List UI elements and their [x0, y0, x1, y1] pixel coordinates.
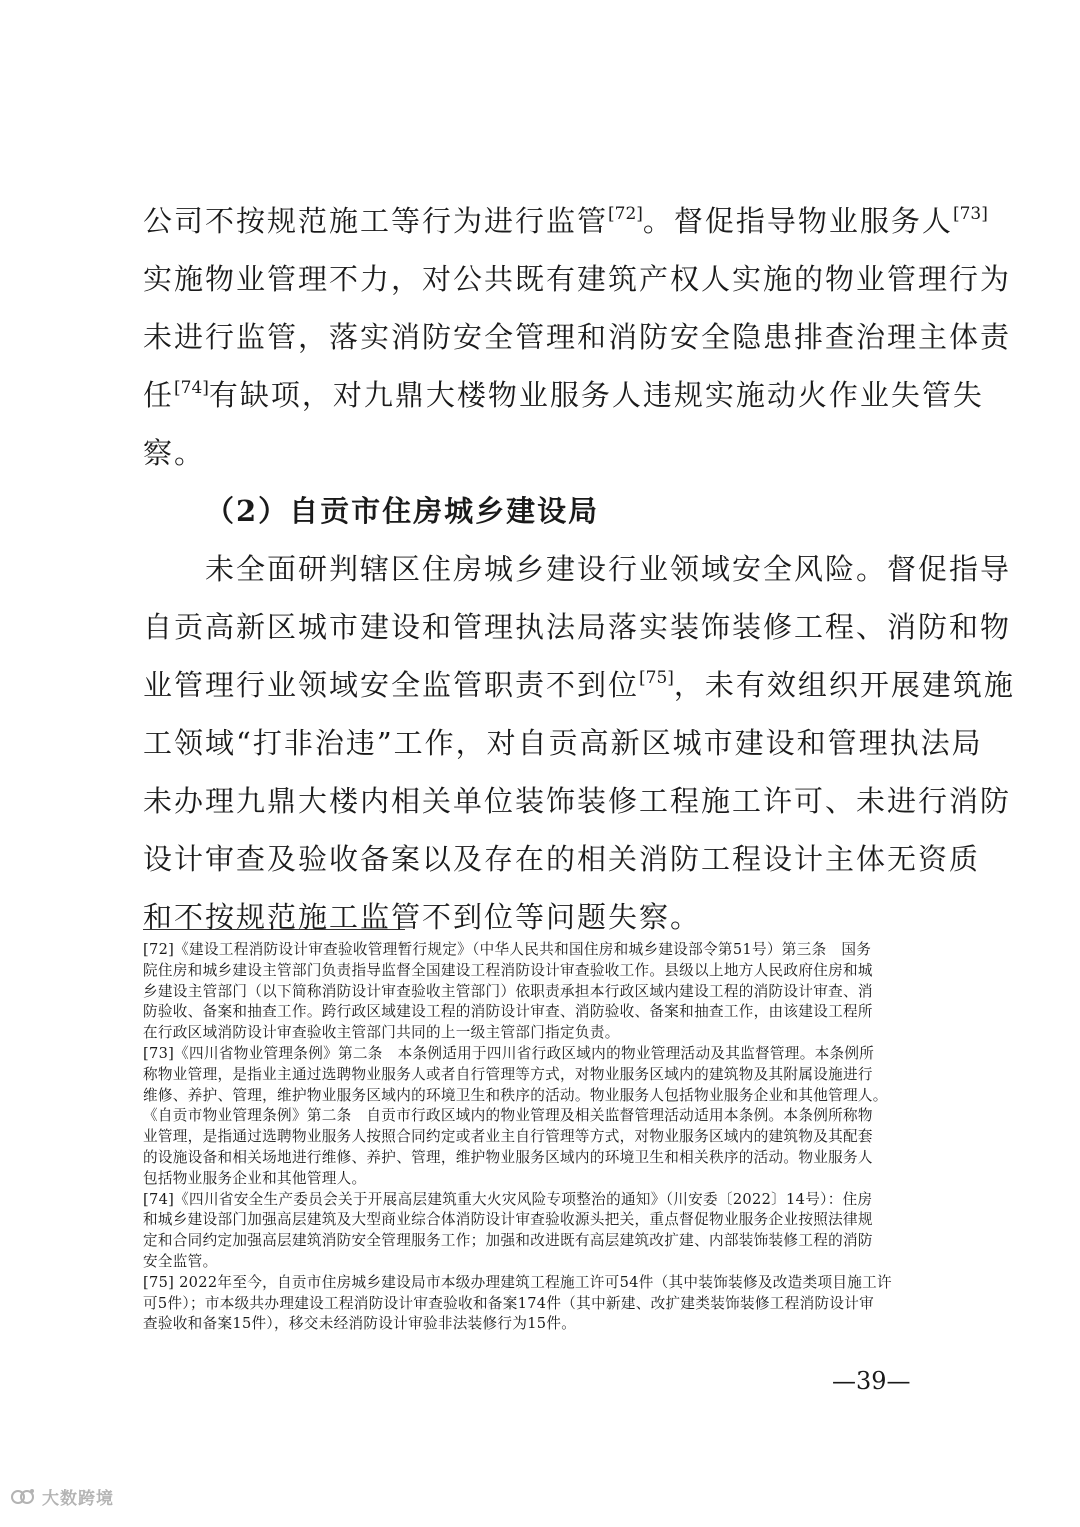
- para2-line-2: 自贡高新区城市建设和管理执法局落实装饰装修工程、消防和物: [143, 610, 1012, 644]
- para2-line-7: 和不按规范施工监管不到位等问题失察。: [143, 900, 702, 934]
- footnote-ref-74[interactable]: [74]: [174, 378, 209, 398]
- footnote-divider: [143, 929, 405, 930]
- footnote-line: 称物业管理，是指业主通过选聘物业服务人或者自行管理等方式，对物业服务区域内的建筑物及其附属设施进行: [143, 1065, 873, 1083]
- footnote-line: 的设施设备和相关场地进行维修、养护、管理，维护物业服务区域内的环境卫生和相关秩序的活动。物业服务人: [143, 1148, 873, 1166]
- body-line-5: 察。: [143, 436, 206, 470]
- body-line-3: 未进行监管，落实消防安全管理和消防安全隐患排查治理主体责: [143, 320, 1012, 354]
- body-line-4: 任[74]有缺项，对九鼎大楼物业服务人违规实施动火作业失管失: [143, 378, 984, 412]
- footnote-ref-73[interactable]: [73]: [952, 204, 988, 224]
- footnote-line: 防验收、备案和抽查工作。跨行政区域建设工程的消防设计审查、消防验收、备案和抽查工作，由该建设工程所: [143, 1003, 873, 1021]
- para2-line-4: 工领域“打非治违”工作，对自贡高新区城市建设和管理执法局: [143, 726, 983, 760]
- footnote-line: 业管理，是指通过选聘物业服务人按照合同约定或者业主自行管理等方式，对物业服务区域内的建筑物及其配套: [143, 1128, 873, 1146]
- footnote-line: 院住房和城乡建设主管部门负责指导监督全国建设工程消防设计审查验收工作。县级以上地方人民政府住房和城: [143, 961, 873, 979]
- footnote-line: 乡建设主管部门（以下简称消防设计审查验收主管部门）依职责承担本行政区域内建设工程的消防设计审查、消: [143, 982, 873, 1000]
- footnotes: [143, 940, 953, 1335]
- footnote-line: 查验收和备案15件），移交未经消防设计审验非法装修行为15件。: [143, 1315, 577, 1333]
- footnote-ref-75[interactable]: [75]: [639, 668, 674, 688]
- footnote-line: 《自贡市物业管理条例》第二条 自贡市行政区域内的物业管理及相关监督管理活动适用本条例。本条例所称物: [143, 1107, 873, 1125]
- para2-line-5: 未办理九鼎大楼内相关单位装饰装修工程施工许可、未进行消防: [143, 784, 1012, 818]
- watermark: [10, 1484, 114, 1509]
- footnote-line: [75] 2022年至今，自贡市住房城乡建设局市本级办理建筑工程施工许可54件（其中装饰装修及改造类项目施工许: [143, 1273, 892, 1291]
- watermark-text: 大数跨境: [42, 1489, 114, 1508]
- para2-line-1: 未全面研判辖区住房城乡建设行业领域安全风险。督促指导: [205, 552, 1012, 586]
- footnote-line: 定和合同约定加强高层建筑消防安全管理服务工作；加强和改进既有高层建筑改扩建、内部装饰装修工程的消防: [143, 1232, 873, 1250]
- section-heading: （2）自贡市住房城乡建设局: [205, 494, 600, 528]
- body-line-1: 公司不按规范施工等行为进行监管[72]。督促指导物业服务人[73]: [143, 204, 988, 238]
- footnote-line: 在行政区域消防设计审查验收主管部门共同的上一级主管部门指定负责。: [143, 1024, 620, 1042]
- footnote-line: 可5件）；市本级共办理建设工程消防设计审查验收和备案174件（其中新建、改扩建类装饰装修工程消防设计审: [143, 1294, 875, 1312]
- footnote-line: [73]《四川省物业管理条例》第二条 本条例适用于四川省行政区域内的物业管理活动及其监督管理。本条例所: [143, 1044, 875, 1062]
- page-number: —39—: [832, 1367, 911, 1395]
- footnote-line: 安全监管。: [143, 1252, 218, 1270]
- footnote-line: 和城乡建设部门加强高层建筑及大型商业综合体消防设计审查验收源头把关，重点督促物业服务企业按照法律规: [143, 1211, 873, 1229]
- body-line-2: 实施物业管理不力，对公共既有建筑产权人实施的物业管理行为: [143, 262, 1012, 296]
- para2-line-3: 业管理行业领域安全监管职责不到位[75]，未有效组织开展建筑施: [143, 668, 1015, 702]
- footnote-line: 维修、养护、管理，维护物业服务区域内的环境卫生和秩序的活动。物业服务人包括物业服务企业和其他管理人。: [143, 1086, 888, 1104]
- footnote-line: [72]《建设工程消防设计审查验收管理暂行规定》（中华人民共和国住房和城乡建设部令第51号）第三条 国务: [143, 941, 872, 958]
- footnote-ref-72[interactable]: [72]: [608, 204, 643, 224]
- body-text: [143, 192, 1015, 946]
- para2-line-6: 设计审查及验收备案以及存在的相关消防工程设计主体无资质: [143, 842, 981, 876]
- footnote-line: [74]《四川省安全生产委员会关于开展高层建筑重大火灾风险专项整治的通知》（川安委〔2022〕14号）：住房: [143, 1190, 873, 1208]
- watermark-logo-icon: [10, 1486, 36, 1508]
- footnote-line: 包括物业服务企业和其他管理人。: [143, 1169, 367, 1187]
